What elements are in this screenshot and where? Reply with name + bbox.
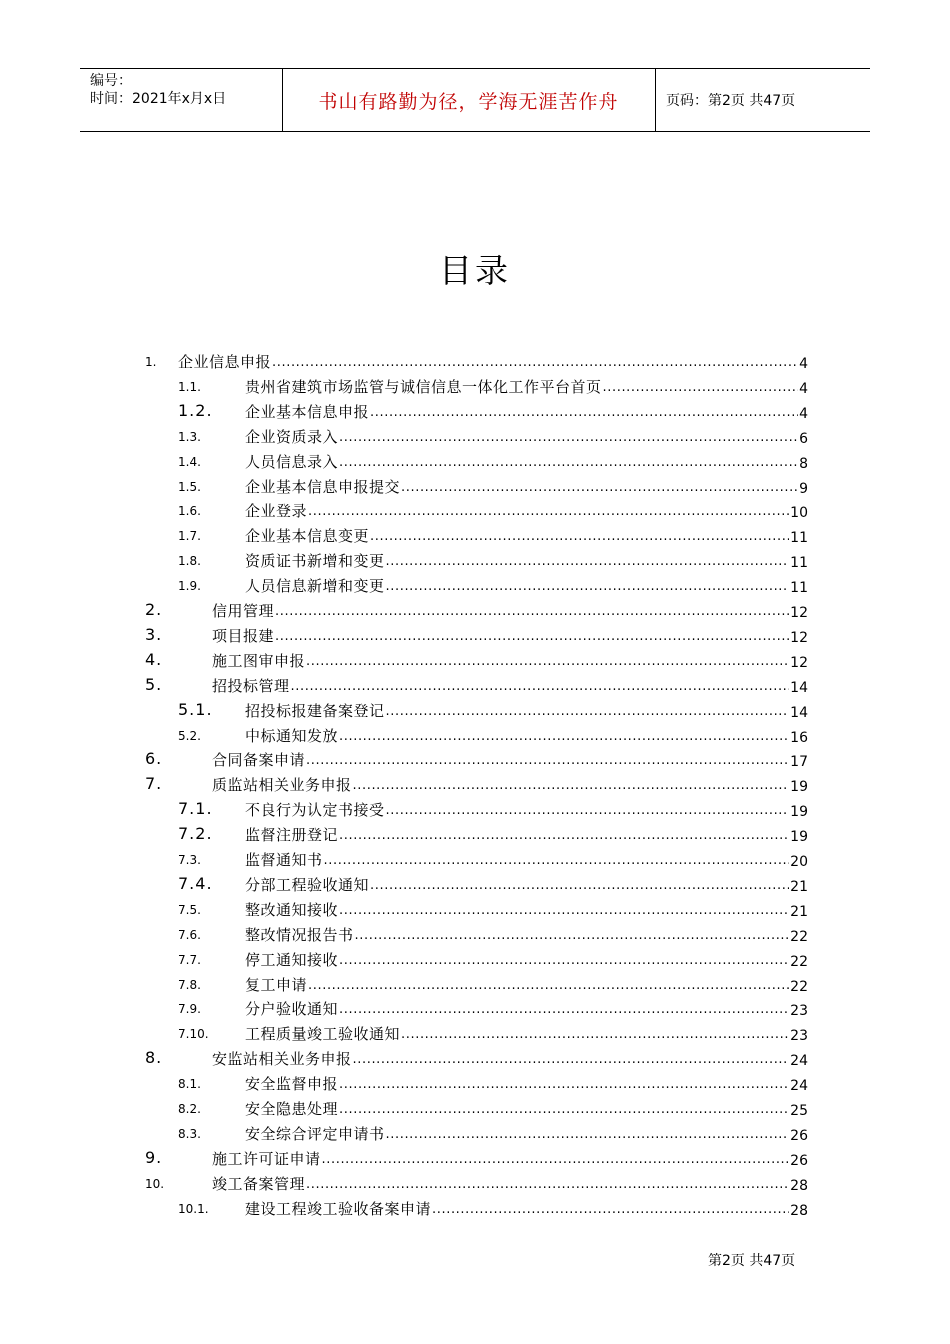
toc-row[interactable] (0, 923, 950, 948)
toc-number: 7.10. (178, 1027, 209, 1042)
toc-number: 1.3. (178, 429, 201, 444)
toc-leader-dots (386, 699, 790, 721)
toc-page-number: 11 (790, 580, 808, 597)
toc-number: 7.6. (178, 927, 201, 942)
page-header (80, 68, 870, 132)
toc-row[interactable] (0, 973, 950, 998)
toc-leader-dots (353, 1047, 790, 1069)
toc-entry-title: 施工图审申报 (212, 651, 306, 670)
toc-entry-title: 企业基本信息申报 (245, 402, 370, 421)
toc-entry-title: 工程质量竣工验收通知 (245, 1025, 401, 1044)
toc-title: 目录 (439, 251, 511, 290)
toc-number: 1.8. (178, 554, 201, 569)
toc-entry-title: 不良行为认定书接受 (245, 801, 385, 820)
toc-row[interactable] (0, 873, 950, 898)
toc-page-number: 11 (790, 530, 808, 547)
toc-page-number: 4 (799, 405, 808, 422)
toc-number: 7. (145, 774, 163, 794)
toc-number: 7.9. (178, 1002, 201, 1017)
toc-entry-title: 整改情况报告书 (245, 925, 354, 944)
toc-row[interactable] (0, 1147, 950, 1172)
toc-entry-title: 企业登录 (245, 502, 308, 521)
toc-row[interactable] (0, 475, 950, 500)
toc-page-number: 12 (790, 629, 808, 646)
toc-row[interactable] (0, 848, 950, 873)
toc-row[interactable] (0, 624, 950, 649)
toc-leader-dots (401, 475, 798, 497)
toc-page-number: 25 (790, 1103, 808, 1119)
toc-number: 1. (145, 355, 157, 369)
toc-page-number: 22 (790, 978, 808, 995)
toc-entry-title: 建设工程竣工验收备案申请 (245, 1199, 432, 1218)
toc-leader-dots (432, 1197, 789, 1219)
toc-page-number: 17 (790, 754, 808, 771)
toc-entry-title: 中标通知发放 (245, 726, 339, 745)
toc-row[interactable] (0, 898, 950, 923)
toc-row[interactable] (0, 1097, 950, 1122)
toc-row[interactable] (0, 823, 950, 848)
toc-row[interactable] (0, 1022, 950, 1047)
toc-entry-title: 安监站相关业务申报 (212, 1050, 352, 1069)
toc-number: 1.6. (178, 504, 201, 519)
toc-entry-title: 人员信息新增和变更 (245, 577, 385, 596)
toc-row[interactable] (0, 524, 950, 549)
toc-leader-dots (339, 450, 798, 472)
toc-row[interactable] (0, 948, 950, 973)
toc-entry-title: 停工通知接收 (245, 950, 339, 969)
toc-leader-dots (339, 724, 789, 746)
toc-page-number: 11 (790, 555, 808, 572)
toc-leader-dots (306, 1172, 789, 1194)
toc-page-number: 19 (790, 779, 808, 796)
toc-leader-dots (291, 674, 790, 696)
toc-entry-title: 项目报建 (212, 626, 275, 645)
toc-row[interactable] (0, 350, 950, 375)
toc-leader-dots (370, 873, 789, 895)
toc-leader-dots (306, 748, 789, 770)
toc-leader-dots (308, 973, 789, 995)
toc-page-number: 26 (790, 1152, 808, 1169)
toc-number: 7.2. (178, 824, 213, 844)
toc-number: 7.7. (178, 952, 201, 967)
toc-leader-dots (339, 425, 798, 447)
toc-row[interactable] (0, 499, 950, 524)
toc-page-number: 23 (790, 1003, 808, 1020)
toc-page-number: 12 (790, 654, 808, 671)
toc-entry-title: 施工许可证申请 (212, 1149, 321, 1168)
toc-entry-title: 人员信息录入 (245, 452, 339, 471)
toc-entry-title: 企业基本信息申报提交 (245, 477, 401, 496)
toc-leader-dots (339, 823, 789, 845)
toc-page-number: 24 (790, 1078, 808, 1095)
toc-row[interactable] (0, 1122, 950, 1147)
toc-page-number: 4 (799, 356, 808, 372)
toc-page-number: 8 (799, 455, 808, 472)
toc-entry-title: 复工申请 (245, 975, 308, 994)
toc-entry-title: 合同备案申请 (212, 751, 306, 770)
toc-number: 7.5. (178, 902, 201, 917)
toc-row[interactable] (0, 574, 950, 599)
toc-page-number: 22 (790, 928, 808, 945)
toc-row[interactable] (0, 699, 950, 724)
toc-row[interactable] (0, 1072, 950, 1097)
toc-page-number: 4 (799, 380, 808, 397)
toc-row[interactable] (0, 674, 950, 699)
toc-row[interactable] (0, 773, 950, 798)
toc-page-number: 28 (790, 1202, 808, 1219)
toc-entry-title: 信用管理 (212, 602, 275, 620)
toc-leader-dots (272, 350, 798, 372)
toc-leader-dots (275, 599, 789, 621)
toc-entry-title: 监督注册登记 (245, 826, 339, 845)
toc-page-number: 10 (790, 505, 808, 522)
toc-number: 5.2. (178, 728, 201, 743)
toc-leader-dots (339, 997, 789, 1019)
toc-row[interactable] (0, 798, 950, 823)
toc-page-number: 14 (790, 679, 808, 696)
toc-number: 7.4. (178, 873, 213, 893)
toc-leader-dots (308, 499, 789, 521)
toc-entry-title: 竣工备案管理 (212, 1174, 306, 1193)
toc-leader-dots (370, 400, 798, 422)
header-page-info: 页码：第2页 共47页 (666, 93, 796, 109)
toc-number: 10. (145, 1176, 165, 1191)
toc-page-number: 28 (790, 1177, 808, 1194)
toc-page-number: 21 (790, 903, 808, 920)
toc-row[interactable] (0, 375, 950, 400)
toc-entry-title: 安全隐患处理 (245, 1100, 339, 1118)
toc-number: 8.3. (178, 1126, 201, 1141)
toc-number: 5.1. (178, 699, 213, 719)
toc-number: 1.1. (178, 379, 201, 394)
toc-row[interactable] (0, 425, 950, 450)
toc-entry-title: 招投标管理 (212, 676, 290, 695)
toc-entry-title: 企业信息申报 (178, 353, 272, 371)
toc-leader-dots (603, 375, 799, 397)
toc-entry-title: 监督通知书 (245, 851, 323, 869)
toc-number: 8.1. (178, 1077, 201, 1092)
header-slogan: 书山有路勤为径，学海无涯苦作舟 (282, 69, 656, 131)
toc-entry-title: 贵州省建筑市场监管与诚信信息一体化工作平台首页 (245, 377, 602, 396)
toc-leader-dots (322, 1147, 790, 1169)
toc-number: 1.9. (178, 579, 201, 594)
toc-leader-dots (353, 773, 790, 795)
toc-leader-dots (275, 624, 789, 646)
toc-number: 10.1. (178, 1201, 209, 1216)
toc-entry-title: 安全监督申报 (245, 1075, 339, 1094)
toc-entry-title: 安全综合评定申请书 (245, 1124, 385, 1143)
toc-leader-dots (324, 848, 790, 870)
toc-row[interactable] (0, 400, 950, 425)
toc-page-number: 16 (790, 729, 808, 746)
toc-row[interactable] (0, 748, 950, 773)
toc-leader-dots (339, 898, 789, 920)
toc-number: 3. (145, 624, 163, 644)
toc-leader-dots (386, 574, 790, 596)
toc-number: 8. (145, 1048, 163, 1068)
toc-row[interactable] (0, 450, 950, 475)
page-footer: 第2页 共47页 (708, 1253, 796, 1269)
toc-number: 5. (145, 674, 163, 694)
header-number: 编号： (90, 73, 132, 89)
header-meta (80, 69, 283, 131)
toc-number: 1.2. (178, 400, 213, 420)
toc-page-number: 14 (790, 704, 808, 721)
toc-page-number: 22 (790, 953, 808, 970)
toc-number: 1.4. (178, 454, 201, 469)
toc-row[interactable] (0, 649, 950, 674)
toc-entry-title: 招投标报建备案登记 (245, 701, 385, 720)
toc-row[interactable] (0, 1172, 950, 1197)
toc-leader-dots (355, 923, 790, 945)
toc-number: 7.8. (178, 977, 201, 992)
toc-number: 4. (145, 649, 163, 669)
toc-entry-title: 分部工程验收通知 (245, 875, 370, 894)
toc-number: 7.1. (178, 799, 213, 819)
toc-page-number: 19 (790, 829, 808, 846)
toc-page-number: 24 (790, 1053, 808, 1070)
toc-number: 1.7. (178, 529, 201, 544)
toc-row[interactable] (0, 997, 950, 1022)
header-time: 时间：2021年x月x日 (90, 91, 227, 107)
toc-leader-dots (339, 1072, 789, 1094)
toc-page-number: 20 (790, 854, 808, 870)
toc-page-number: 26 (790, 1127, 808, 1144)
toc-row[interactable] (0, 1047, 950, 1072)
toc-number: 2. (145, 600, 163, 619)
toc-number: 9. (145, 1147, 163, 1167)
toc-number: 7.3. (178, 853, 201, 867)
toc-entry-title: 质监站相关业务申报 (212, 776, 352, 795)
toc-number: 8.2. (178, 1102, 201, 1116)
toc-entry-title: 整改通知接收 (245, 900, 339, 919)
toc-page-number: 21 (790, 878, 808, 895)
toc-page-number: 19 (790, 804, 808, 821)
toc-number: 1.5. (178, 479, 201, 494)
toc-page-number: 12 (790, 605, 808, 621)
toc-page-number: 23 (790, 1028, 808, 1045)
toc-entry-title: 企业基本信息变更 (245, 527, 370, 546)
toc-row[interactable] (0, 549, 950, 574)
toc-page-number: 6 (799, 430, 808, 447)
toc-page-number: 9 (799, 480, 808, 497)
toc-leader-dots (370, 524, 789, 546)
toc-leader-dots (339, 1097, 789, 1119)
toc-leader-dots (386, 1122, 790, 1144)
toc-leader-dots (386, 798, 790, 820)
toc-entry-title: 资质证书新增和变更 (245, 552, 385, 571)
toc-leader-dots (306, 649, 789, 671)
toc-leader-dots (339, 948, 789, 970)
toc-entry-title: 分户验收通知 (245, 1000, 339, 1019)
toc-entry-title: 企业资质录入 (245, 427, 339, 446)
toc-row[interactable] (0, 724, 950, 749)
toc-leader-dots (401, 1022, 789, 1044)
toc-row[interactable] (0, 1197, 950, 1222)
toc-leader-dots (386, 549, 790, 571)
toc-number: 6. (145, 749, 163, 769)
toc-row[interactable] (0, 599, 950, 624)
